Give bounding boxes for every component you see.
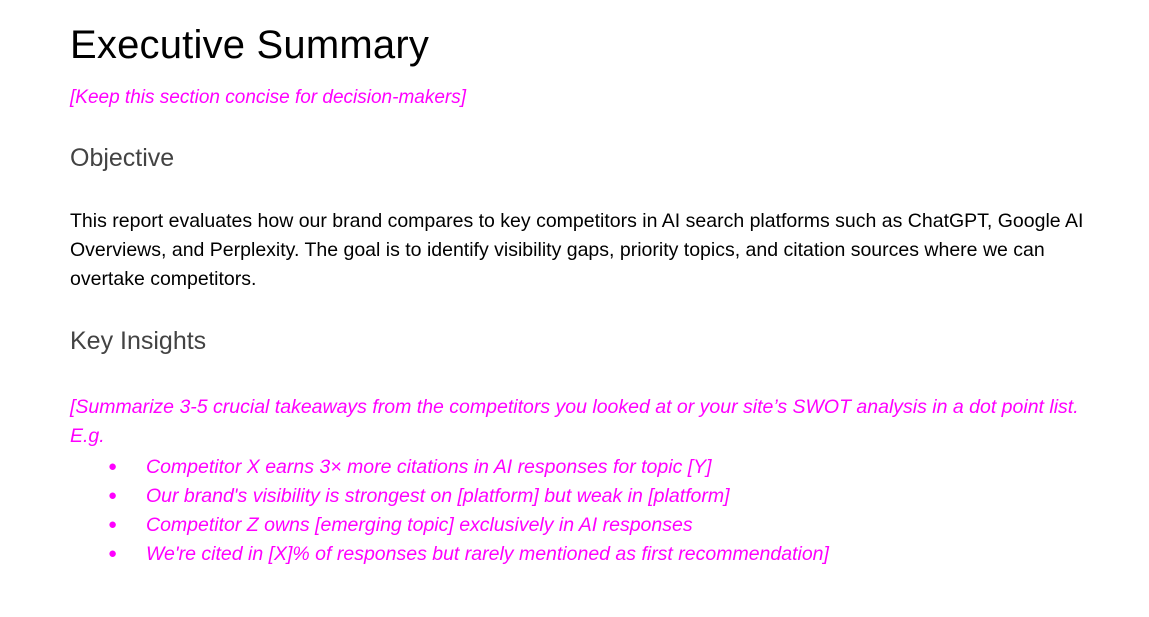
title-placeholder-note: [Keep this section concise for decision-makers]	[70, 87, 467, 109]
section-heading-objective: Objective	[70, 143, 175, 172]
list-item-label: Competitor Z owns [emerging topic] exclusively in AI responses	[146, 514, 693, 537]
list-item-label: Competitor X earns 3× more citations in AI responses for topic [Y]	[146, 455, 712, 478]
list-item	[108, 453, 1090, 482]
list-item-label: Our brand's visibility is strongest on [platform] but weak in [platform]	[146, 484, 730, 507]
page-title: Executive Summary	[70, 23, 430, 67]
key-insights-placeholder-intro: [Summarize 3-5 crucial takeaways from the competitors you looked at or your site’s SWOT analysis in a dot point list. E.g.	[70, 395, 1079, 447]
objective-paragraph: This report evaluates how our brand compares to key competitors in AI search platforms such as ChatGPT, Google AI Overviews, and Perplexity. The goal is to identify visibility gaps, priority topics, and citation sources where we can overtake competitors.	[70, 210, 1084, 290]
list-item	[108, 482, 1090, 511]
document-content	[70, 22, 1090, 570]
list-item	[108, 511, 1090, 540]
bullet-dot-icon: ●	[108, 486, 118, 504]
bullet-dot-icon: ●	[108, 457, 118, 475]
list-item	[108, 540, 1090, 569]
list-item-label: We're cited in [X]% of responses but rarely mentioned as first recommendation]	[146, 543, 829, 566]
section-heading-key-insights: Key Insights	[70, 326, 207, 355]
bullet-dot-icon: ●	[108, 516, 118, 534]
key-insights-list	[70, 453, 1090, 570]
bullet-dot-icon: ●	[108, 545, 118, 563]
